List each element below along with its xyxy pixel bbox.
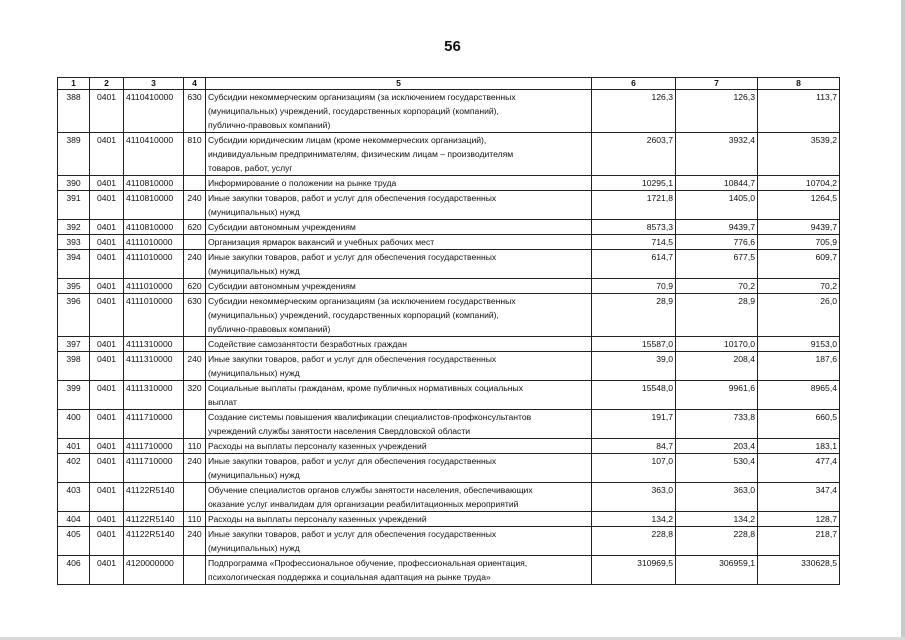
item-name: Иные закупки товаров, работ и услуг для обеспечения государственных (муниципальных) нужд xyxy=(206,527,592,556)
amount-col-6: 39,0 xyxy=(592,352,676,381)
page-number: 56 xyxy=(444,38,461,55)
table-row xyxy=(58,250,840,279)
amount-col-8: 330628,5 xyxy=(758,556,840,585)
amount-col-7: 28,9 xyxy=(676,294,758,337)
section-code: 0401 xyxy=(90,337,124,352)
column-header: 2 xyxy=(90,78,124,90)
amount-col-8: 70,2 xyxy=(758,279,840,294)
budget-table xyxy=(57,77,840,585)
row-number: 406 xyxy=(58,556,90,585)
target-article-code: 4110810000 xyxy=(124,191,184,220)
section-code: 0401 xyxy=(90,352,124,381)
item-name: Создание системы повышения квалификации специалистов-профконсультантов учреждений службы занятости населения Свердловской области xyxy=(206,410,592,439)
section-code: 0401 xyxy=(90,410,124,439)
target-article-code: 4111310000 xyxy=(124,337,184,352)
item-name: Субсидии автономным учреждениям xyxy=(206,220,592,235)
amount-col-7: 363,0 xyxy=(676,483,758,512)
section-code: 0401 xyxy=(90,176,124,191)
target-article-code: 4111710000 xyxy=(124,439,184,454)
section-code: 0401 xyxy=(90,220,124,235)
expense-type-code: 240 xyxy=(184,454,206,483)
target-article-code: 4111310000 xyxy=(124,352,184,381)
amount-col-7: 208,4 xyxy=(676,352,758,381)
target-article-code: 4111710000 xyxy=(124,454,184,483)
table-row xyxy=(58,294,840,337)
section-code: 0401 xyxy=(90,527,124,556)
table-row xyxy=(58,381,840,410)
column-header: 6 xyxy=(592,78,676,90)
table-row xyxy=(58,133,840,176)
table-row xyxy=(58,220,840,235)
expense-type-code: 110 xyxy=(184,512,206,527)
table-row xyxy=(58,527,840,556)
table-row xyxy=(58,337,840,352)
item-name: Иные закупки товаров, работ и услуг для обеспечения государственных (муниципальных) нужд xyxy=(206,191,592,220)
item-name: Иные закупки товаров, работ и услуг для обеспечения государственных (муниципальных) нужд xyxy=(206,352,592,381)
amount-col-8: 183,1 xyxy=(758,439,840,454)
target-article-code: 4111710000 xyxy=(124,410,184,439)
amount-col-6: 191,7 xyxy=(592,410,676,439)
amount-col-7: 306959,1 xyxy=(676,556,758,585)
target-article-code: 4110410000 xyxy=(124,90,184,133)
amount-col-7: 70,2 xyxy=(676,279,758,294)
row-number: 389 xyxy=(58,133,90,176)
amount-col-8: 9439,7 xyxy=(758,220,840,235)
expense-type-code: 620 xyxy=(184,279,206,294)
column-header: 1 xyxy=(58,78,90,90)
section-code: 0401 xyxy=(90,90,124,133)
row-number: 403 xyxy=(58,483,90,512)
amount-col-7: 677,5 xyxy=(676,250,758,279)
expense-type-code: 620 xyxy=(184,220,206,235)
row-number: 402 xyxy=(58,454,90,483)
target-article-code: 4111010000 xyxy=(124,250,184,279)
section-code: 0401 xyxy=(90,512,124,527)
amount-col-6: 228,8 xyxy=(592,527,676,556)
expense-type-code: 810 xyxy=(184,133,206,176)
row-number: 388 xyxy=(58,90,90,133)
amount-col-8: 10704,2 xyxy=(758,176,840,191)
table-header-row xyxy=(58,78,840,90)
table-row xyxy=(58,556,840,585)
expense-type-code xyxy=(184,410,206,439)
row-number: 395 xyxy=(58,279,90,294)
column-header: 7 xyxy=(676,78,758,90)
item-name: Обучение специалистов органов службы занятости населения, обеспечивающих оказание услуг инвалидам для организации реабилитационных мероприятий xyxy=(206,483,592,512)
row-number: 399 xyxy=(58,381,90,410)
amount-col-8: 609,7 xyxy=(758,250,840,279)
item-name: Расходы на выплаты персоналу казенных учреждений xyxy=(206,439,592,454)
amount-col-7: 530,4 xyxy=(676,454,758,483)
amount-col-8: 660,5 xyxy=(758,410,840,439)
amount-col-7: 228,8 xyxy=(676,527,758,556)
amount-col-6: 8573,3 xyxy=(592,220,676,235)
amount-col-8: 8965,4 xyxy=(758,381,840,410)
expense-type-code: 240 xyxy=(184,352,206,381)
item-name: Информирование о положении на рынке труда xyxy=(206,176,592,191)
target-article-code: 4110810000 xyxy=(124,220,184,235)
amount-col-7: 776,6 xyxy=(676,235,758,250)
target-article-code: 4111010000 xyxy=(124,279,184,294)
amount-col-8: 347,4 xyxy=(758,483,840,512)
amount-col-7: 9961,6 xyxy=(676,381,758,410)
table-row xyxy=(58,191,840,220)
expense-type-code: 630 xyxy=(184,294,206,337)
table-row xyxy=(58,410,840,439)
item-name: Подпрограмма «Профессиональное обучение, профессиональная ориентация, психологическая поддержка и социальная адаптация на рынке труда» xyxy=(206,556,592,585)
amount-col-6: 126,3 xyxy=(592,90,676,133)
amount-col-8: 3539,2 xyxy=(758,133,840,176)
expense-type-code xyxy=(184,483,206,512)
section-code: 0401 xyxy=(90,250,124,279)
amount-col-7: 1405,0 xyxy=(676,191,758,220)
row-number: 396 xyxy=(58,294,90,337)
table-body xyxy=(58,90,840,585)
amount-col-6: 363,0 xyxy=(592,483,676,512)
item-name: Расходы на выплаты персоналу казенных учреждений xyxy=(206,512,592,527)
amount-col-7: 9439,7 xyxy=(676,220,758,235)
table-row xyxy=(58,454,840,483)
section-code: 0401 xyxy=(90,439,124,454)
amount-col-8: 9153,0 xyxy=(758,337,840,352)
amount-col-6: 107,0 xyxy=(592,454,676,483)
table-row xyxy=(58,90,840,133)
item-name: Организация ярмарок вакансий и учебных рабочих мест xyxy=(206,235,592,250)
target-article-code: 4111010000 xyxy=(124,294,184,337)
row-number: 394 xyxy=(58,250,90,279)
target-article-code: 4110810000 xyxy=(124,176,184,191)
amount-col-6: 15548,0 xyxy=(592,381,676,410)
table-row xyxy=(58,512,840,527)
amount-col-7: 733,8 xyxy=(676,410,758,439)
target-article-code: 4111310000 xyxy=(124,381,184,410)
amount-col-7: 126,3 xyxy=(676,90,758,133)
amount-col-7: 203,4 xyxy=(676,439,758,454)
column-header: 8 xyxy=(758,78,840,90)
amount-col-6: 10295,1 xyxy=(592,176,676,191)
amount-col-7: 134,2 xyxy=(676,512,758,527)
row-number: 400 xyxy=(58,410,90,439)
column-header: 5 xyxy=(206,78,592,90)
amount-col-6: 1721,8 xyxy=(592,191,676,220)
row-number: 405 xyxy=(58,527,90,556)
table-row xyxy=(58,352,840,381)
section-code: 0401 xyxy=(90,294,124,337)
amount-col-6: 134,2 xyxy=(592,512,676,527)
expense-type-code xyxy=(184,235,206,250)
target-article-code: 4110410000 xyxy=(124,133,184,176)
item-name: Иные закупки товаров, работ и услуг для обеспечения государственных (муниципальных) нужд xyxy=(206,454,592,483)
amount-col-6: 70,9 xyxy=(592,279,676,294)
item-name: Иные закупки товаров, работ и услуг для обеспечения государственных (муниципальных) нужд xyxy=(206,250,592,279)
section-code: 0401 xyxy=(90,133,124,176)
expense-type-code xyxy=(184,556,206,585)
section-code: 0401 xyxy=(90,191,124,220)
section-code: 0401 xyxy=(90,381,124,410)
expense-type-code xyxy=(184,176,206,191)
item-name: Субсидии автономным учреждениям xyxy=(206,279,592,294)
expense-type-code: 240 xyxy=(184,527,206,556)
amount-col-8: 1264,5 xyxy=(758,191,840,220)
row-number: 404 xyxy=(58,512,90,527)
column-header: 4 xyxy=(184,78,206,90)
row-number: 401 xyxy=(58,439,90,454)
section-code: 0401 xyxy=(90,279,124,294)
row-number: 393 xyxy=(58,235,90,250)
amount-col-7: 10170,0 xyxy=(676,337,758,352)
target-article-code: 4111010000 xyxy=(124,235,184,250)
amount-col-6: 84,7 xyxy=(592,439,676,454)
expense-type-code: 630 xyxy=(184,90,206,133)
table-row xyxy=(58,439,840,454)
row-number: 398 xyxy=(58,352,90,381)
section-code: 0401 xyxy=(90,235,124,250)
amount-col-8: 26,0 xyxy=(758,294,840,337)
row-number: 392 xyxy=(58,220,90,235)
section-code: 0401 xyxy=(90,556,124,585)
row-number: 391 xyxy=(58,191,90,220)
amount-col-8: 113,7 xyxy=(758,90,840,133)
item-name: Субсидии некоммерческим организациям (за исключением государственных (муниципальных) учреждений, государственных корпораций (компаний), публично-правовых компаний) xyxy=(206,90,592,133)
item-name: Содействие самозанятости безработных граждан xyxy=(206,337,592,352)
row-number: 397 xyxy=(58,337,90,352)
amount-col-6: 714,5 xyxy=(592,235,676,250)
item-name: Социальные выплаты гражданам, кроме публичных нормативных социальных выплат xyxy=(206,381,592,410)
amount-col-7: 10844,7 xyxy=(676,176,758,191)
expense-type-code: 240 xyxy=(184,191,206,220)
table-row xyxy=(58,235,840,250)
table-row xyxy=(58,279,840,294)
amount-col-6: 15587,0 xyxy=(592,337,676,352)
target-article-code: 41122R5140 xyxy=(124,483,184,512)
column-header: 3 xyxy=(124,78,184,90)
section-code: 0401 xyxy=(90,483,124,512)
amount-col-8: 218,7 xyxy=(758,527,840,556)
amount-col-6: 614,7 xyxy=(592,250,676,279)
amount-col-7: 3932,4 xyxy=(676,133,758,176)
table-row xyxy=(58,483,840,512)
scan-edge xyxy=(901,0,905,640)
amount-col-6: 310969,5 xyxy=(592,556,676,585)
expense-type-code: 110 xyxy=(184,439,206,454)
amount-col-8: 477,4 xyxy=(758,454,840,483)
table-row xyxy=(58,176,840,191)
amount-col-6: 2603,7 xyxy=(592,133,676,176)
expense-type-code: 240 xyxy=(184,250,206,279)
row-number: 390 xyxy=(58,176,90,191)
amount-col-8: 187,6 xyxy=(758,352,840,381)
amount-col-8: 705,9 xyxy=(758,235,840,250)
expense-type-code xyxy=(184,337,206,352)
section-code: 0401 xyxy=(90,454,124,483)
target-article-code: 41122R5140 xyxy=(124,527,184,556)
item-name: Субсидии юридическим лицам (кроме некоммерческих организаций), индивидуальным предпринимателям, физическим лицам – производителям товаров, работ, услуг xyxy=(206,133,592,176)
item-name: Субсидии некоммерческим организациям (за исключением государственных (муниципальных) учреждений, государственных корпораций (компаний), публично-правовых компаний) xyxy=(206,294,592,337)
amount-col-8: 128,7 xyxy=(758,512,840,527)
amount-col-6: 28,9 xyxy=(592,294,676,337)
expense-type-code: 320 xyxy=(184,381,206,410)
target-article-code: 4120000000 xyxy=(124,556,184,585)
target-article-code: 41122R5140 xyxy=(124,512,184,527)
